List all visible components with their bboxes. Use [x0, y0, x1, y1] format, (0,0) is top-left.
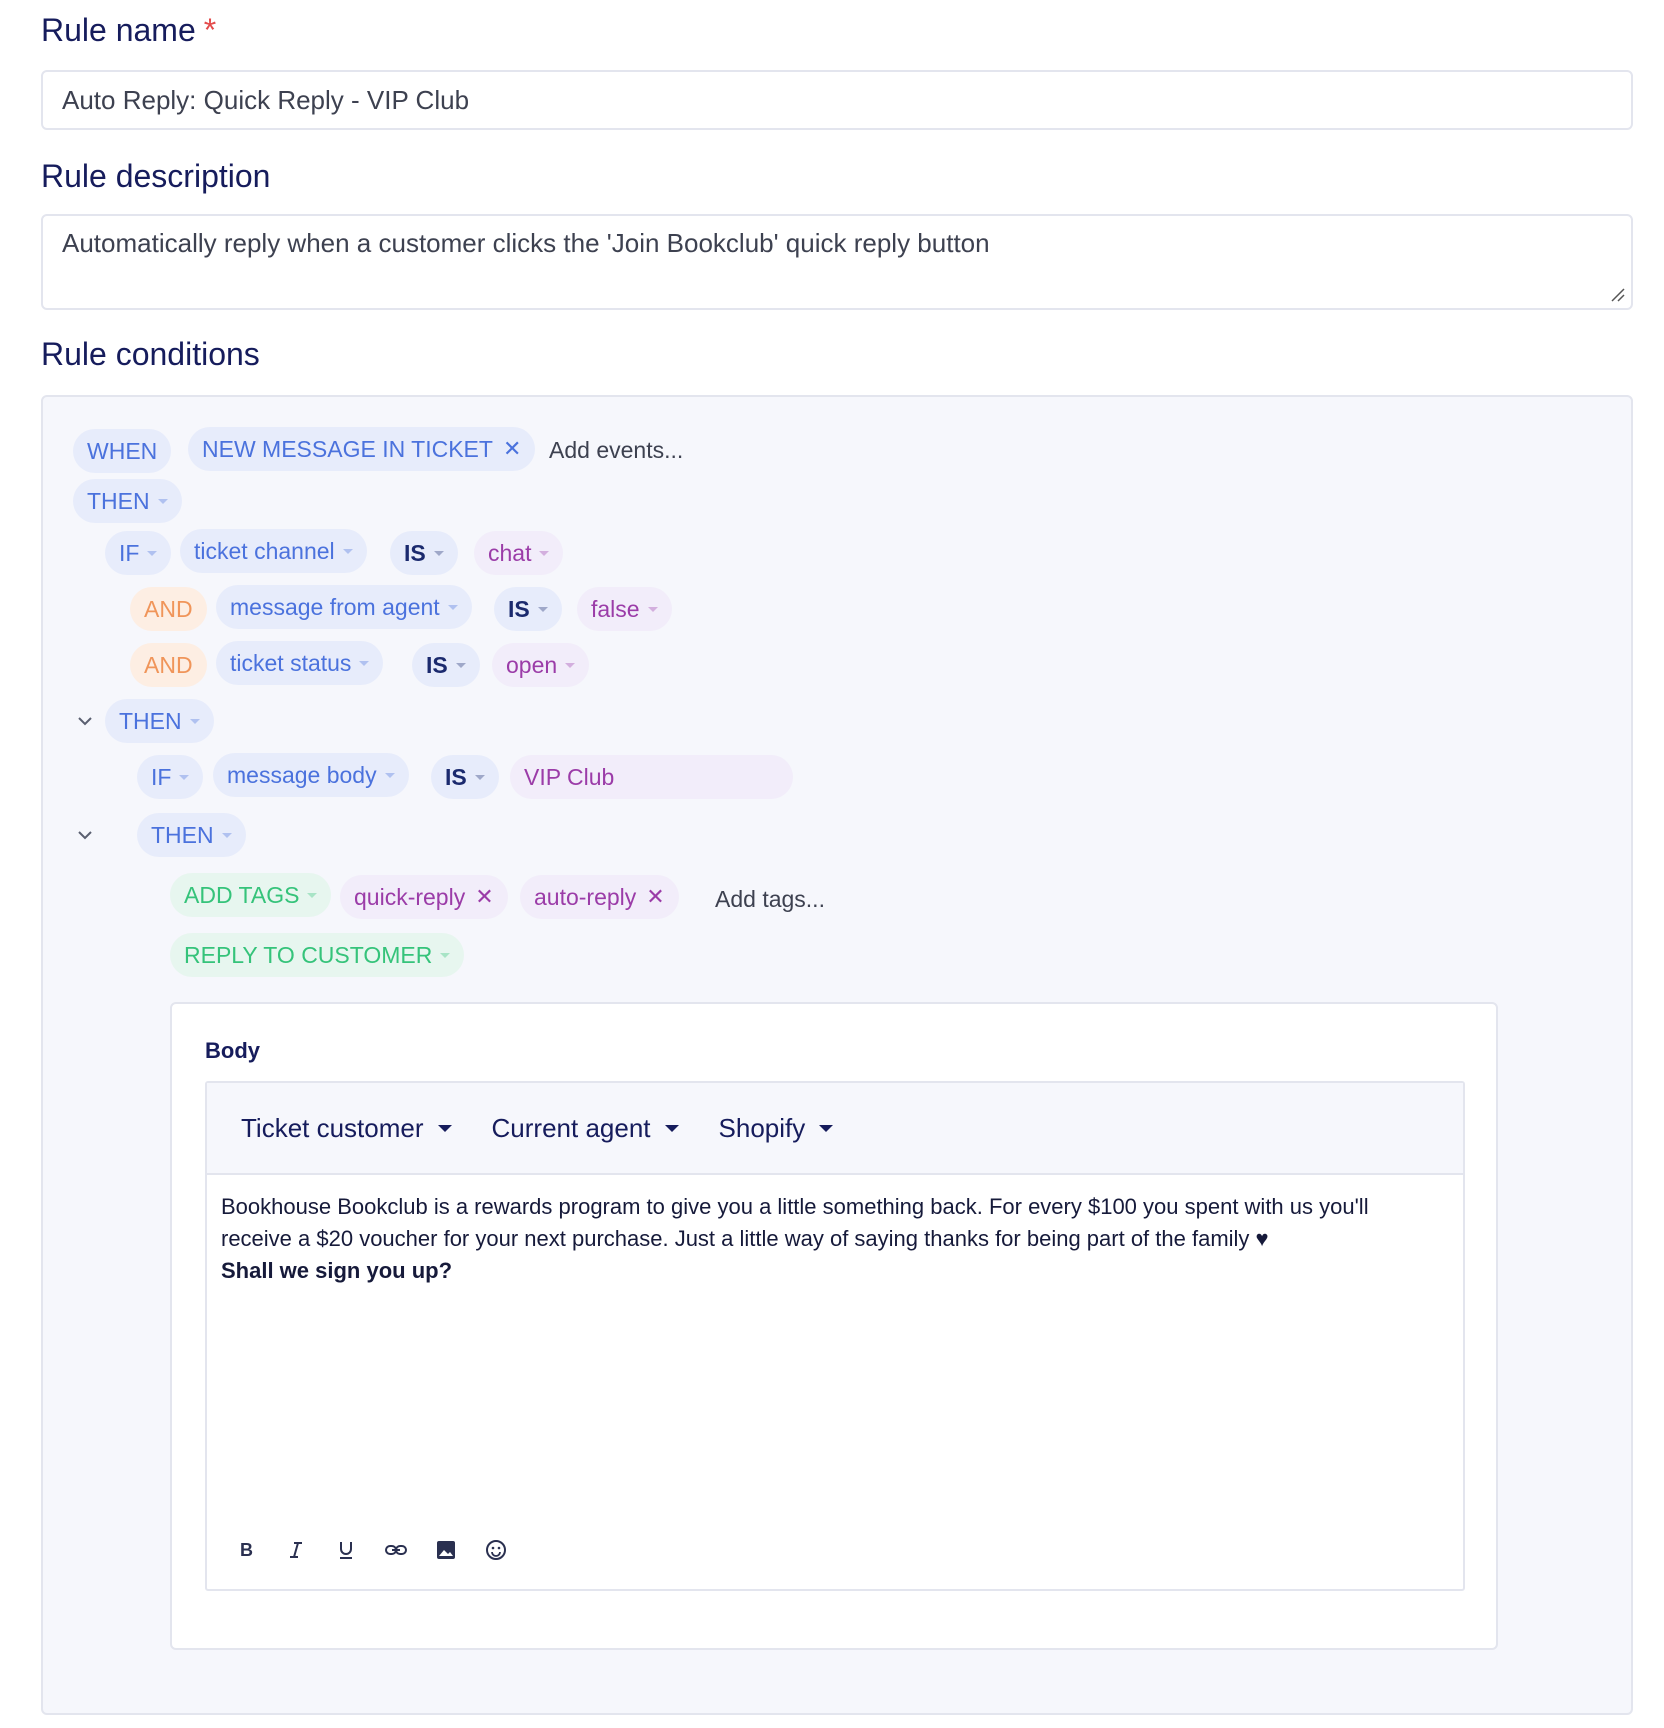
caret-down-icon: [190, 719, 200, 724]
reply-body-card: [170, 1002, 1498, 1650]
rule-conditions-panel: [41, 395, 1633, 1715]
caret-down-icon: [434, 551, 444, 556]
caret-down-icon: [648, 607, 658, 612]
field-dropdown-message-from-agent[interactable]: message from agent: [216, 585, 472, 629]
variable-menu-ticket-customer[interactable]: Ticket customer: [241, 1113, 452, 1144]
then-dropdown-2[interactable]: THEN: [105, 699, 214, 743]
italic-icon[interactable]: [271, 1535, 321, 1565]
action-dropdown-add-tags[interactable]: ADD TAGS: [170, 873, 331, 917]
caret-down-icon: [456, 663, 466, 668]
if-dropdown-2[interactable]: IF: [137, 755, 203, 799]
caret-down-icon: [385, 773, 395, 778]
tag-quick-reply: quick-reply ✕: [340, 875, 508, 919]
operator-dropdown-3[interactable]: IS: [412, 643, 480, 687]
body-line-1: Bookhouse Bookclub is a rewards program to give you a little something back. For every $100 you spent with us you'll: [221, 1194, 1369, 1219]
rule-name-input[interactable]: Auto Reply: Quick Reply - VIP Club: [41, 70, 1633, 130]
value-dropdown-false[interactable]: false: [577, 587, 672, 631]
collapse-chevron-icon[interactable]: [77, 715, 93, 727]
bold-icon[interactable]: [221, 1535, 271, 1565]
caret-down-icon: [665, 1125, 679, 1132]
rule-description-label: Rule description: [41, 158, 271, 194]
caret-down-icon: [359, 661, 369, 666]
caret-down-icon: [147, 551, 157, 556]
collapse-chevron-icon[interactable]: [77, 829, 93, 841]
tag-auto-reply: auto-reply ✕: [520, 875, 679, 919]
operator-dropdown-4[interactable]: IS: [431, 755, 499, 799]
caret-down-icon: [565, 663, 575, 668]
operator-dropdown-1[interactable]: IS: [390, 531, 458, 575]
add-events-input[interactable]: Add events...: [549, 437, 684, 463]
rule-conditions-label: Rule conditions: [41, 336, 260, 372]
caret-down-icon: [538, 607, 548, 612]
caret-down-icon: [222, 833, 232, 838]
body-line-2: receive a $20 voucher for your next purchase. Just a little way of saying thanks for being part of the family ♥: [221, 1226, 1269, 1251]
rich-text-editor[interactable]: [205, 1081, 1465, 1591]
caret-down-icon: [440, 953, 450, 958]
emoji-icon[interactable]: [471, 1535, 521, 1565]
value-dropdown-open[interactable]: open: [492, 643, 589, 687]
event-tag-new-message: NEW MESSAGE IN TICKET ✕: [188, 427, 535, 471]
caret-down-icon: [438, 1125, 452, 1132]
body-label: Body: [205, 1038, 260, 1063]
caret-down-icon: [343, 549, 353, 554]
then-dropdown-3[interactable]: THEN: [137, 813, 246, 857]
reply-body-content[interactable]: [207, 1175, 1463, 1287]
caret-down-icon: [307, 893, 317, 898]
remove-tag-icon[interactable]: ✕: [646, 884, 665, 909]
and-keyword-2: AND: [130, 643, 207, 687]
underline-icon[interactable]: [321, 1535, 371, 1565]
formatting-toolbar: [221, 1535, 521, 1565]
add-tags-input[interactable]: Add tags...: [715, 886, 825, 912]
action-dropdown-reply-to-customer[interactable]: REPLY TO CUSTOMER: [170, 933, 464, 977]
variables-toolbar: [207, 1083, 1463, 1175]
value-input-vip-club[interactable]: VIP Club: [510, 755, 793, 799]
variable-menu-shopify[interactable]: Shopify: [719, 1113, 834, 1144]
rule-description-textarea[interactable]: Automatically reply when a customer clicks the 'Join Bookclub' quick reply button: [41, 214, 1633, 310]
resize-handle-icon[interactable]: [1609, 286, 1625, 302]
caret-down-icon: [539, 551, 549, 556]
field-dropdown-message-body[interactable]: message body: [213, 753, 409, 797]
remove-tag-icon[interactable]: ✕: [475, 884, 494, 909]
field-dropdown-ticket-channel[interactable]: ticket channel: [180, 529, 367, 573]
caret-down-icon: [448, 605, 458, 610]
value-dropdown-chat[interactable]: chat: [474, 531, 563, 575]
field-dropdown-ticket-status[interactable]: ticket status: [216, 641, 383, 685]
body-line-3: Shall we sign you up?: [221, 1258, 453, 1283]
variable-menu-current-agent[interactable]: Current agent: [492, 1113, 679, 1144]
remove-event-icon[interactable]: ✕: [502, 436, 522, 461]
link-icon[interactable]: [371, 1535, 421, 1565]
then-dropdown-1[interactable]: THEN: [73, 479, 182, 523]
caret-down-icon: [158, 499, 168, 504]
caret-down-icon: [475, 775, 485, 780]
required-mark: *: [203, 12, 217, 48]
caret-down-icon: [819, 1125, 833, 1132]
caret-down-icon: [179, 775, 189, 780]
when-keyword: WHEN: [73, 429, 171, 473]
svg-text:B: B: [240, 1540, 253, 1560]
operator-dropdown-2[interactable]: IS: [494, 587, 562, 631]
rule-name-label: Rule name *: [41, 12, 217, 48]
image-icon[interactable]: [421, 1535, 471, 1565]
and-keyword-1: AND: [130, 587, 207, 631]
if-dropdown-1[interactable]: IF: [105, 531, 171, 575]
